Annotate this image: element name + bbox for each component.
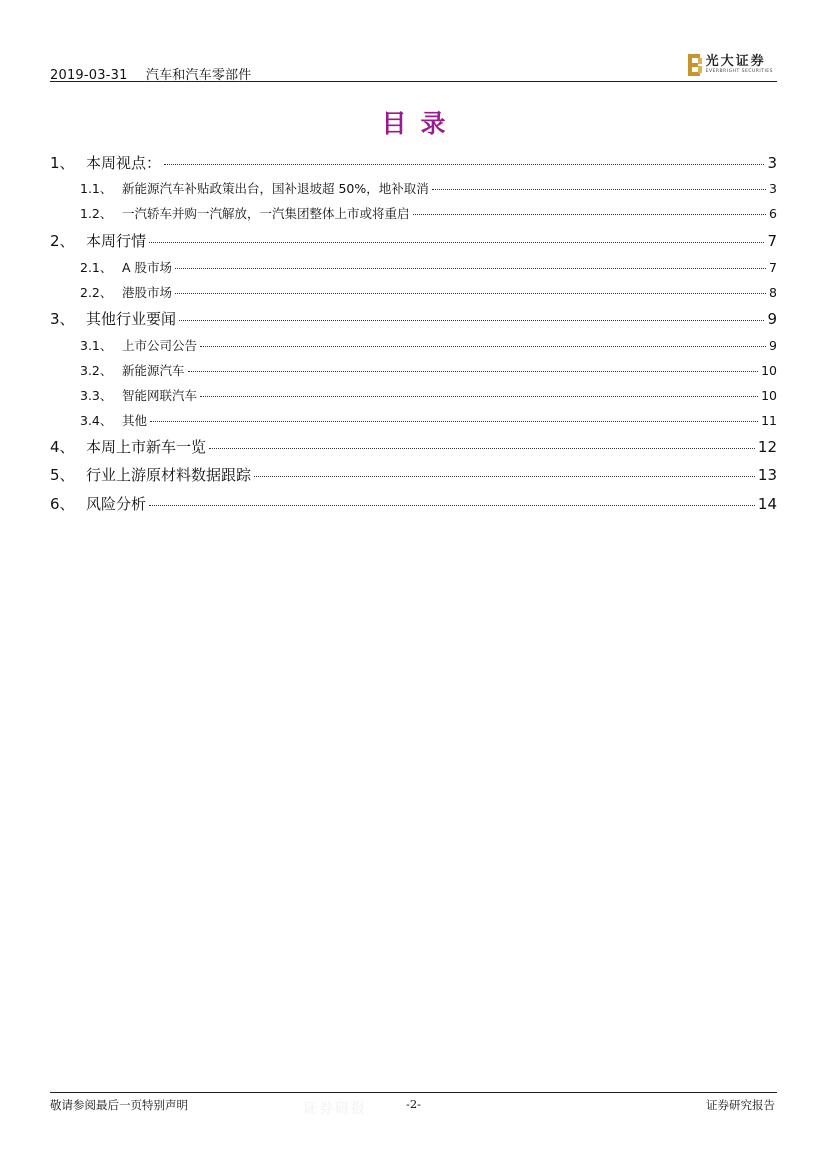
watermark: 证券研报 (303, 1101, 367, 1117)
toc-entry[interactable] (50, 179, 777, 197)
toc-entry-page: 10 (761, 388, 777, 403)
toc-entry-number: 3.4、 (80, 413, 113, 428)
toc-entry[interactable] (50, 283, 777, 301)
toc-entry-number: 1、 (50, 154, 75, 172)
toc-entry-label: 本周行情 (86, 232, 147, 250)
toc-entry-label: 新能源汽车补贴政策出台，国补退坡超 50%，地补取消 (122, 181, 429, 196)
toc-entry-number: 3、 (50, 310, 75, 328)
toc-entry-label: 本周视点： (86, 154, 162, 172)
toc-leader-dots (200, 346, 766, 347)
toc-entry-page: 9 (769, 338, 777, 353)
toc-entry-number: 1.2、 (80, 206, 113, 221)
toc-entry[interactable] (50, 386, 777, 404)
page-number: -2- (405, 1097, 422, 1111)
toc-entry-number: 2、 (50, 232, 75, 250)
toc-entry-page: 12 (757, 438, 777, 456)
toc-entry-page: 7 (769, 260, 777, 275)
company-logo (688, 52, 773, 78)
toc-entry-page: 6 (769, 206, 777, 221)
toc-entry[interactable] (50, 361, 777, 379)
toc-entry-page: 11 (761, 413, 777, 428)
toc-entry-label: 港股市场 (122, 285, 173, 300)
toc-entry[interactable] (50, 230, 777, 251)
toc-entry-label: A 股市场 (122, 260, 173, 275)
toc-entry-number: 1.1、 (80, 181, 113, 196)
toc-entry[interactable] (50, 464, 777, 485)
toc-leader-dots (209, 448, 755, 449)
report-date: 2019-03-31 (50, 68, 128, 83)
toc-entry-page: 3 (767, 154, 777, 172)
toc-leader-dots (432, 189, 766, 190)
industry-name: 汽车和汽车零部件 (145, 68, 252, 83)
toc-entry-page: 9 (767, 310, 777, 328)
toc-entry-number: 3.1、 (80, 338, 113, 353)
toc-entry-page: 10 (761, 363, 777, 378)
toc-entry[interactable] (50, 436, 777, 457)
toc-entry-page: 13 (757, 466, 777, 484)
toc-entry[interactable] (50, 258, 777, 276)
toc-leader-dots (150, 421, 758, 422)
toc-entry-label: 一汽轿车并购一汽解放，一汽集团整体上市或将重启 (122, 206, 410, 221)
toc-entry-page: 8 (769, 285, 777, 300)
toc-entry[interactable] (50, 336, 777, 354)
toc-leader-dots (413, 214, 767, 215)
toc-entry-label: 上市公司公告 (122, 338, 198, 353)
toc-leader-dots (254, 476, 755, 477)
toc-entry[interactable] (50, 152, 777, 173)
logo-chinese-name: 光大证券 (705, 54, 766, 69)
toc-entry[interactable] (50, 493, 777, 514)
toc-leader-dots (164, 164, 764, 165)
toc-entry-label: 其他 (122, 413, 148, 428)
logo-english-name: EVERBRIGHT SECURITIES (705, 69, 773, 74)
toc-entry-number: 3.3、 (80, 388, 113, 403)
toc-entry-number: 6、 (50, 495, 75, 513)
toc-entry-page: 3 (769, 181, 777, 196)
everbright-logo-icon (688, 54, 702, 76)
toc-entry-label: 本周上市新车一览 (86, 438, 207, 456)
toc-entry-label: 风险分析 (86, 495, 147, 513)
toc-entry-number: 2.1、 (80, 260, 113, 275)
toc-entry-number: 3.2、 (80, 363, 113, 378)
logo-text (706, 55, 773, 75)
toc-entry-page: 7 (767, 232, 777, 250)
toc-leader-dots (149, 242, 764, 243)
toc-entry[interactable] (50, 411, 777, 429)
toc-leader-dots (179, 320, 764, 321)
toc-leader-dots (175, 293, 766, 294)
toc-leader-dots (188, 371, 759, 372)
toc-entry[interactable] (50, 204, 777, 222)
toc-entry-label: 行业上游原材料数据跟踪 (86, 466, 252, 484)
header-divider (50, 81, 777, 82)
footer-divider (50, 1092, 777, 1093)
toc-leader-dots (200, 396, 758, 397)
toc-entry-page: 14 (757, 495, 777, 513)
page-header (50, 52, 777, 82)
toc-entry[interactable] (50, 308, 777, 329)
toc-entry-label: 其他行业要闻 (86, 310, 177, 328)
toc-leader-dots (175, 268, 766, 269)
footer-disclaimer: 敬请参阅最后一页特别声明 (50, 1098, 188, 1112)
document-type: 证券研究报告 (706, 1098, 775, 1112)
toc-leader-dots (149, 505, 755, 506)
toc-entry-number: 4、 (50, 438, 75, 456)
toc-entry-number: 5、 (50, 466, 75, 484)
page-footer (50, 1097, 777, 1117)
toc-title: 目录 (381, 109, 460, 138)
toc-entry-label: 智能网联汽车 (122, 388, 198, 403)
toc-entry-number: 2.2、 (80, 285, 113, 300)
toc-entry-label: 新能源汽车 (122, 363, 185, 378)
